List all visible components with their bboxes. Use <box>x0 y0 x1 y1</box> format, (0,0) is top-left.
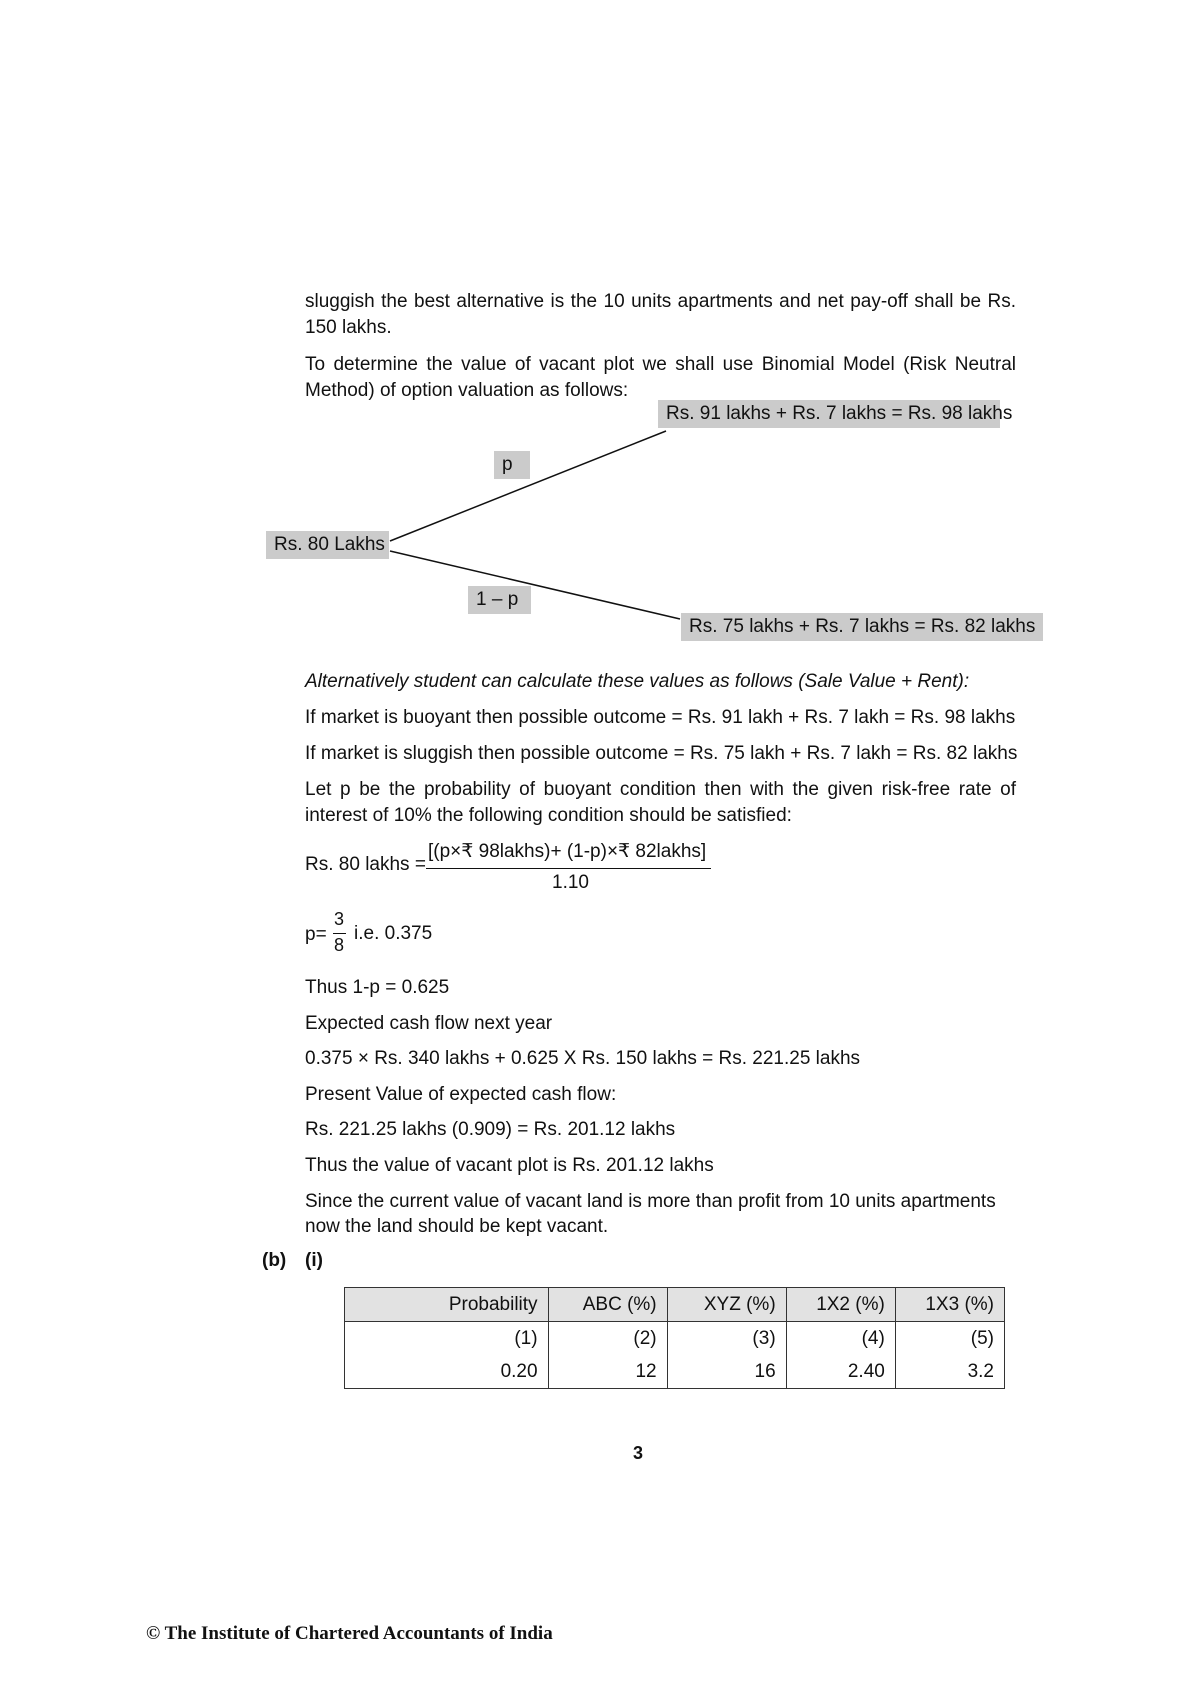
table-cell: 2.40 <box>786 1355 895 1389</box>
buoyant-outcome: If market is buoyant then possible outcome = Rs. 91 lakh + Rs. 7 lakh = Rs. 98 lakhs <box>305 707 1016 728</box>
section-i-label: (i) <box>305 1250 323 1271</box>
table-cell: 16 <box>667 1355 786 1389</box>
column-header: XYZ (%) <box>667 1288 786 1322</box>
p-decimal: i.e. 0.375 <box>354 923 433 944</box>
sluggish-outcome: If market is sluggish then possible outcome = Rs. 75 lakh + Rs. 7 lakh = Rs. 82 lakhs <box>305 743 1018 764</box>
down-probability-box: 1 – p <box>468 586 531 614</box>
table-cell: (3) <box>667 1322 786 1356</box>
vacant-plot-value: Thus the value of vacant plot is Rs. 201.12 lakhs <box>305 1155 714 1176</box>
p-lhs: p= <box>305 924 327 945</box>
down-branch-line <box>390 551 680 619</box>
alternative-note: Alternatively student can calculate these values as follows (Sale Value + Rent): <box>305 671 970 692</box>
up-branch-line <box>390 431 666 541</box>
probability-table <box>344 1287 1005 1389</box>
table-cell: 12 <box>548 1355 667 1389</box>
p-denominator: 8 <box>334 935 345 955</box>
table-cell: (2) <box>548 1322 667 1356</box>
expected-cash-flow-label: Expected cash flow next year <box>305 1013 553 1034</box>
table-row <box>345 1355 1005 1389</box>
table-cell: (1) <box>345 1322 549 1356</box>
table-cell: 3.2 <box>895 1355 1004 1389</box>
column-header: 1X2 (%) <box>786 1288 895 1322</box>
present-value-calc: Rs. 221.25 lakhs (0.909) = Rs. 201.12 lakhs <box>305 1119 676 1140</box>
p-fraction-bar <box>333 933 346 934</box>
column-header: 1X3 (%) <box>895 1288 1004 1322</box>
up-probability-box: p <box>494 451 530 479</box>
column-header: Probability <box>345 1288 549 1322</box>
present-value-label: Present Value of expected cash flow: <box>305 1084 617 1105</box>
up-outcome-box: Rs. 91 lakhs + Rs. 7 lakhs = Rs. 98 lakhs <box>658 400 1000 428</box>
table-cell: 0.20 <box>345 1355 549 1389</box>
binomial-tree-lines <box>0 0 1191 680</box>
formula-fraction-bar <box>426 868 711 869</box>
table-row <box>345 1322 1005 1356</box>
conclusion: Since the current value of vacant land is more than profit from 10 units apartments now the land should be kept vacant. <box>305 1191 996 1237</box>
paragraph-let-p: Let p be the probability of buoyant condition then with the given risk-free rate of interest of 10% the following condition should be satisfied: <box>305 779 1016 826</box>
formula-lhs: Rs. 80 lakhs = <box>305 854 426 875</box>
table-cell: (4) <box>786 1322 895 1356</box>
expected-cash-flow-calc: 0.375 × Rs. 340 lakhs + 0.625 X Rs. 150 lakhs = Rs. 221.25 lakhs <box>305 1048 861 1069</box>
formula-denominator: 1.10 <box>552 872 589 893</box>
table-header-row <box>345 1288 1005 1322</box>
column-header: ABC (%) <box>548 1288 667 1322</box>
one-minus-p: Thus 1-p = 0.625 <box>305 977 450 998</box>
paragraph-binomial-intro: To determine the value of vacant plot we shall use Binomial Model (Risk Neutral Method) of option valuation as follows: <box>305 354 1016 401</box>
paragraph-sluggish: sluggish the best alternative is the 10 units apartments and net pay-off shall be Rs. 150 lakhs. <box>305 291 1016 338</box>
p-numerator: 3 <box>334 909 345 929</box>
table-cell: (5) <box>895 1322 1004 1356</box>
root-node-box: Rs. 80 Lakhs <box>266 531 389 559</box>
section-b-label: (b) <box>262 1250 287 1271</box>
page-number: 3 <box>633 1443 644 1463</box>
down-outcome-box: Rs. 75 lakhs + Rs. 7 lakhs = Rs. 82 lakhs <box>681 613 1043 641</box>
footer-copyright: © The Institute of Chartered Accountants of India <box>146 1623 553 1644</box>
formula-numerator: [(p×₹ 98lakhs)+ (1-p)×₹ 82lakhs] <box>428 841 707 862</box>
